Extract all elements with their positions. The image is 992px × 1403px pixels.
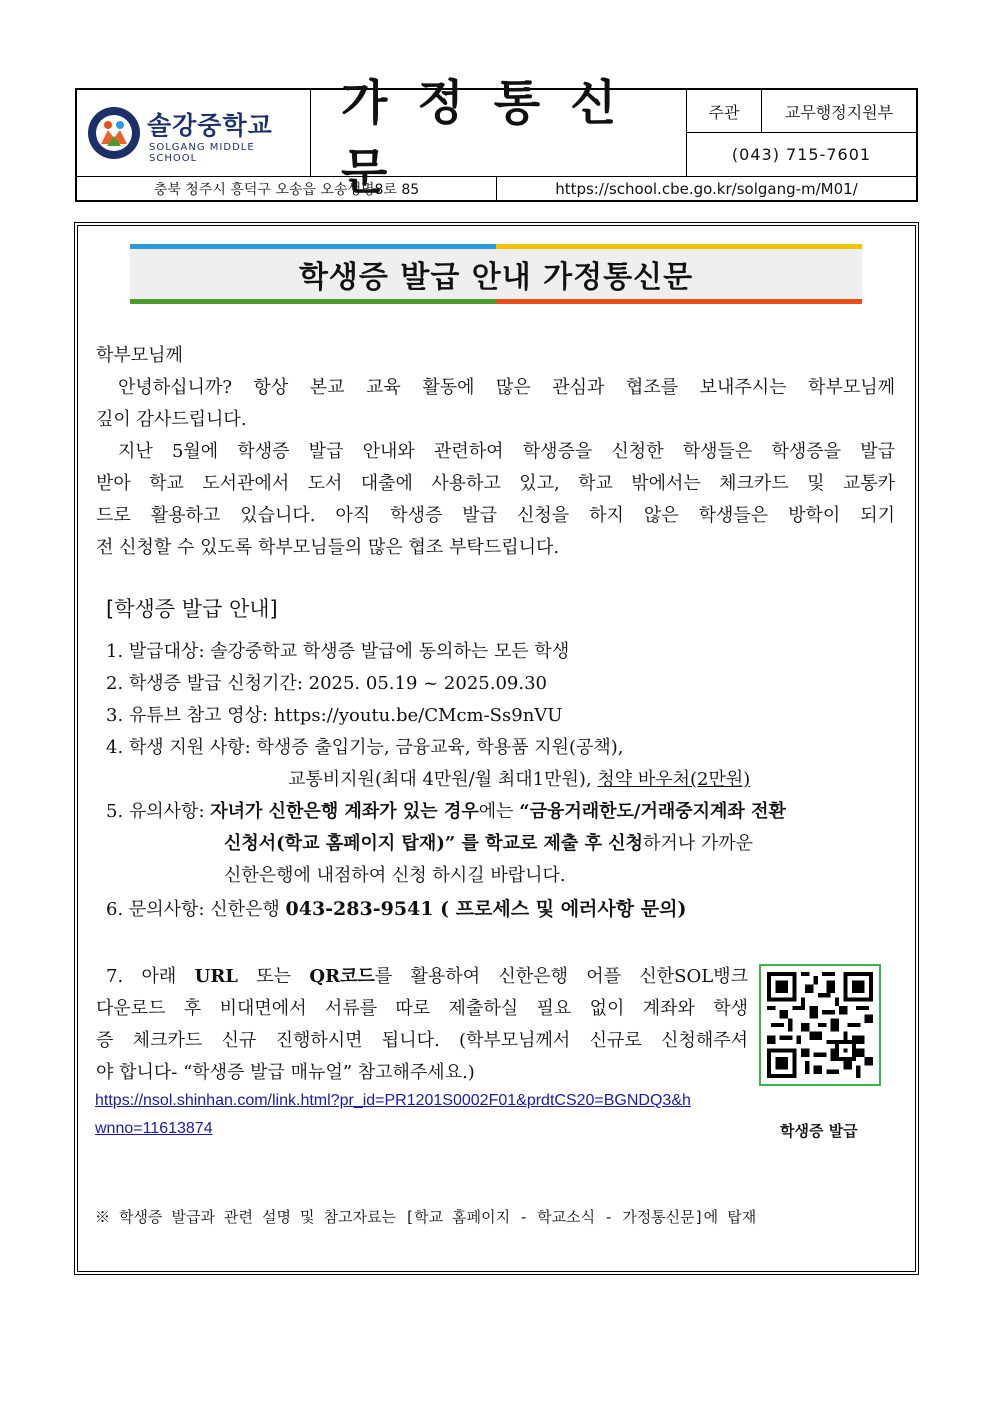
guide-item-6-phone: 043-283-9541 ( 프로세스 및 에러사항 문의) (285, 898, 687, 920)
letter-p2-line3: 드로 활용하고 있습니다. 아직 학생증 발급 신청을 하지 않은 학생들은 방학이 되기 (96, 505, 895, 526)
school-name-english: SOLGANG MIDDLE SCHOOL (149, 142, 255, 164)
newsletter-title-cell (311, 75, 687, 200)
guide-item-4-line1: 4. 학생 지원 사항: 학생증 출입기능, 금융교육, 학용품 지원(공책), (106, 737, 624, 758)
org-name: 교무행정지원부 (762, 90, 916, 133)
banner-bar-orange (496, 299, 862, 304)
guide-item-5-line3: 신한은행에 내점하여 신청 하시길 바랍니다. (224, 865, 566, 886)
guide-item-6 (106, 894, 686, 921)
title-banner (130, 244, 862, 304)
guide-item-5-bold2: “금융거래한도/거래중지계좌 전환 (519, 801, 786, 822)
shinhan-link-line1[interactable]: https://nsol.shinhan.com/link.html?pr_id=PR1201S0002F01&prdtCS20=BGNDQ3&h (95, 1092, 691, 1109)
guide-heading: [학생증 발급 안내] (106, 597, 278, 621)
letter-p2-line2: 받아 학교 도서관에서 도서 대출에 사용하고 있고, 학교 밖에서는 체크카드 및 교통카 (96, 473, 895, 494)
newsletter-header (75, 75, 918, 202)
school-logo (87, 104, 302, 164)
school-emblem-icon (87, 106, 141, 160)
guide-item-7-e: 를 활용하여 신한은행 어플 신한SOL뱅크 (374, 966, 748, 987)
guide-item-2: 2. 학생증 발급 신청기간: 2025. 05.19 ~ 2025.09.30 (106, 673, 547, 694)
qr-code-icon (767, 972, 873, 1078)
newsletter-title: 가정통신문 (341, 75, 647, 200)
banner-bar-green (130, 299, 496, 304)
guide-item-7-c: 또는 (237, 966, 310, 987)
guide-item-3: 3. 유튜브 참고 영상: https://youtu.be/CMcm-Ss9nVU (106, 705, 563, 726)
qr-code[interactable] (759, 964, 881, 1086)
guide-item-4-line2 (288, 765, 750, 791)
guide-item-4-voucher: 청약 바우처(2만원) (597, 769, 751, 790)
guide-item-7-line2: 다운로드 후 비대면에서 서류를 따로 제출하실 필요 없이 계좌와 학생 (96, 998, 748, 1019)
guide-item-5-line1 (106, 797, 786, 823)
guide-item-7-line3: 증 체크카드 신규 진행하시면 됩니다. (학부모님께서 신규로 신청해주셔 (96, 1030, 748, 1051)
school-phone: (043) 715-7601 (731, 145, 872, 164)
guide-item-7-url-word: URL (194, 966, 238, 987)
school-logo-cell (77, 90, 311, 176)
banner-title: 학생증 발급 안내 가정통신문 (298, 260, 694, 295)
letter-p2-line1: 지난 5월에 학생증 발급 안내와 관련하여 학생증을 신청한 학생들은 학생증을 발급 (118, 441, 895, 462)
guide-item-6-prefix: 6. 문의사항: 신한은행 (106, 899, 286, 920)
guide-item-5-line2-bold: 신청서(학교 홈페이지 탑재)” 를 학교로 제출 후 신청 (224, 833, 644, 854)
guide-item-5-prefix: 5. 유의사항: (106, 801, 211, 822)
guide-item-7-a: 7. 아래 (106, 966, 195, 987)
school-address: 충북 청주시 흥덕구 오송읍 오송생명8로 85 (77, 176, 497, 200)
shinhan-link-line2[interactable]: wnno=11613874 (95, 1120, 213, 1137)
letter-p2-line4: 전 신청할 수 있도록 학부모님들의 많은 협조 부탁드립니다. (96, 537, 560, 558)
guide-item-4-transport: 교통비지원(최대 4만원/월 최대1만원), (288, 769, 598, 790)
guide-item-5-line2-text: 하거나 가까운 (643, 833, 754, 854)
letter-p1-line1: 안녕하십니까? 항상 본교 교육 활동에 많은 관심과 협조를 보내주시는 학부모님께 (118, 377, 895, 398)
guide-item-5-text1: 에는 (478, 801, 520, 822)
footer-note: ※ 학생증 발급과 관련 설명 및 참고자료는 [학교 홈페이지 - 학교소식 - 가정통신문]에 탑재 (95, 1208, 757, 1226)
school-name: 솔강중학교 (147, 111, 273, 140)
guide-item-7-line4: 야 합니다- “학생증 발급 매뉴얼” 참고해주세요.) (96, 1062, 475, 1083)
guide-item-5-bold1: 자녀가 신한은행 계좌가 있는 경우 (210, 801, 479, 822)
guide-item-5-line2 (224, 829, 753, 855)
guide-item-7-qr-word: QR코드 (309, 966, 375, 987)
salutation: 학부모님께 (96, 345, 183, 366)
org-label: 주관 (687, 90, 762, 133)
guide-item-1: 1. 발급대상: 솔강중학교 학생증 발급에 동의하는 모든 학생 (106, 641, 570, 662)
school-url[interactable]: https://school.cbe.go.kr/solgang-m/M01/ (497, 176, 916, 200)
letter-p1-line2: 깊이 감사드립니다. (96, 409, 247, 430)
guide-item-7-line1 (106, 962, 748, 988)
qr-caption: 학생증 발급 (780, 1122, 858, 1140)
